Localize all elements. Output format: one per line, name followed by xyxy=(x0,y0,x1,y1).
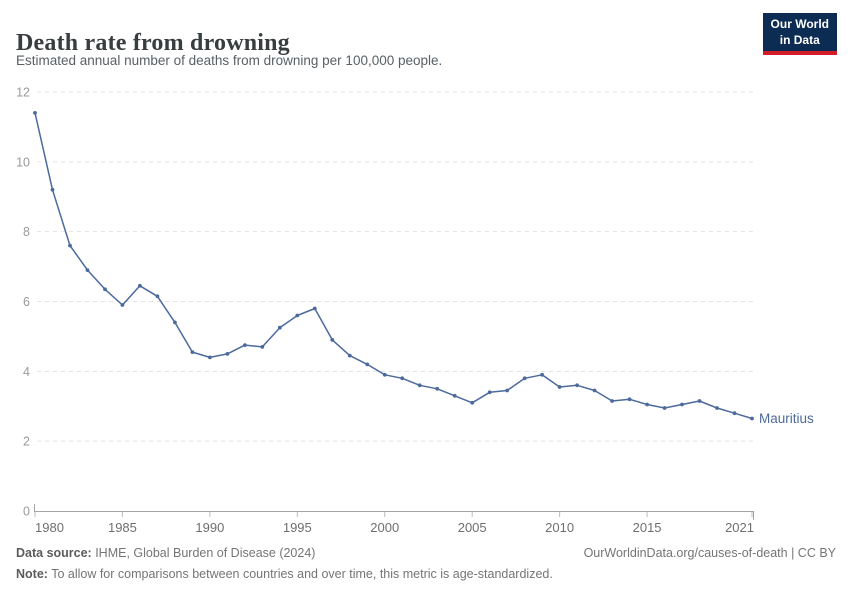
series-points[interactable] xyxy=(33,111,754,420)
svg-text:12: 12 xyxy=(16,85,30,100)
y-axis-labels xyxy=(16,86,30,519)
series-label-mauritius[interactable]: Mauritius xyxy=(759,410,814,426)
note-value: To allow for comparisons between countries and over time, this metric is age-standardized. xyxy=(47,567,553,581)
chart-footer xyxy=(16,546,836,581)
page-title: Death rate from drowning xyxy=(16,30,290,57)
svg-text:2005: 2005 xyxy=(457,520,487,535)
svg-text:0: 0 xyxy=(23,504,30,519)
gridlines xyxy=(37,92,755,441)
owid-logo-line2: in Data xyxy=(779,32,820,47)
svg-text:10: 10 xyxy=(16,155,30,170)
x-axis-labels xyxy=(35,520,754,535)
svg-text:1995: 1995 xyxy=(282,520,312,535)
owid-url-link[interactable]: OurWorldinData.org/causes-of-death | CC BY xyxy=(583,546,836,560)
svg-text:6: 6 xyxy=(23,295,30,309)
owid-logo-line1: Our World xyxy=(770,17,829,31)
svg-text:2: 2 xyxy=(23,434,30,449)
svg-text:2010: 2010 xyxy=(545,520,575,535)
svg-text:1990: 1990 xyxy=(195,520,225,535)
svg-text:1985: 1985 xyxy=(107,520,137,535)
svg-text:8: 8 xyxy=(23,225,30,240)
page-subtitle: Estimated annual number of deaths from drowning per 100,000 people. xyxy=(16,53,443,68)
svg-text:2015: 2015 xyxy=(632,520,662,535)
series-line-mauritius[interactable] xyxy=(35,113,752,419)
svg-text:2000: 2000 xyxy=(370,520,400,535)
svg-text:4: 4 xyxy=(23,364,30,379)
note-text xyxy=(16,567,553,581)
x-axis-ticks xyxy=(35,512,752,517)
data-source-text xyxy=(16,546,315,560)
svg-text:2021: 2021 xyxy=(725,520,754,535)
data-source-value: IHME, Global Burden of Disease (2024) xyxy=(91,546,316,560)
note-label: Note: xyxy=(16,567,48,581)
data-source-label: Data source: xyxy=(16,546,92,560)
svg-text:1980: 1980 xyxy=(35,520,64,535)
